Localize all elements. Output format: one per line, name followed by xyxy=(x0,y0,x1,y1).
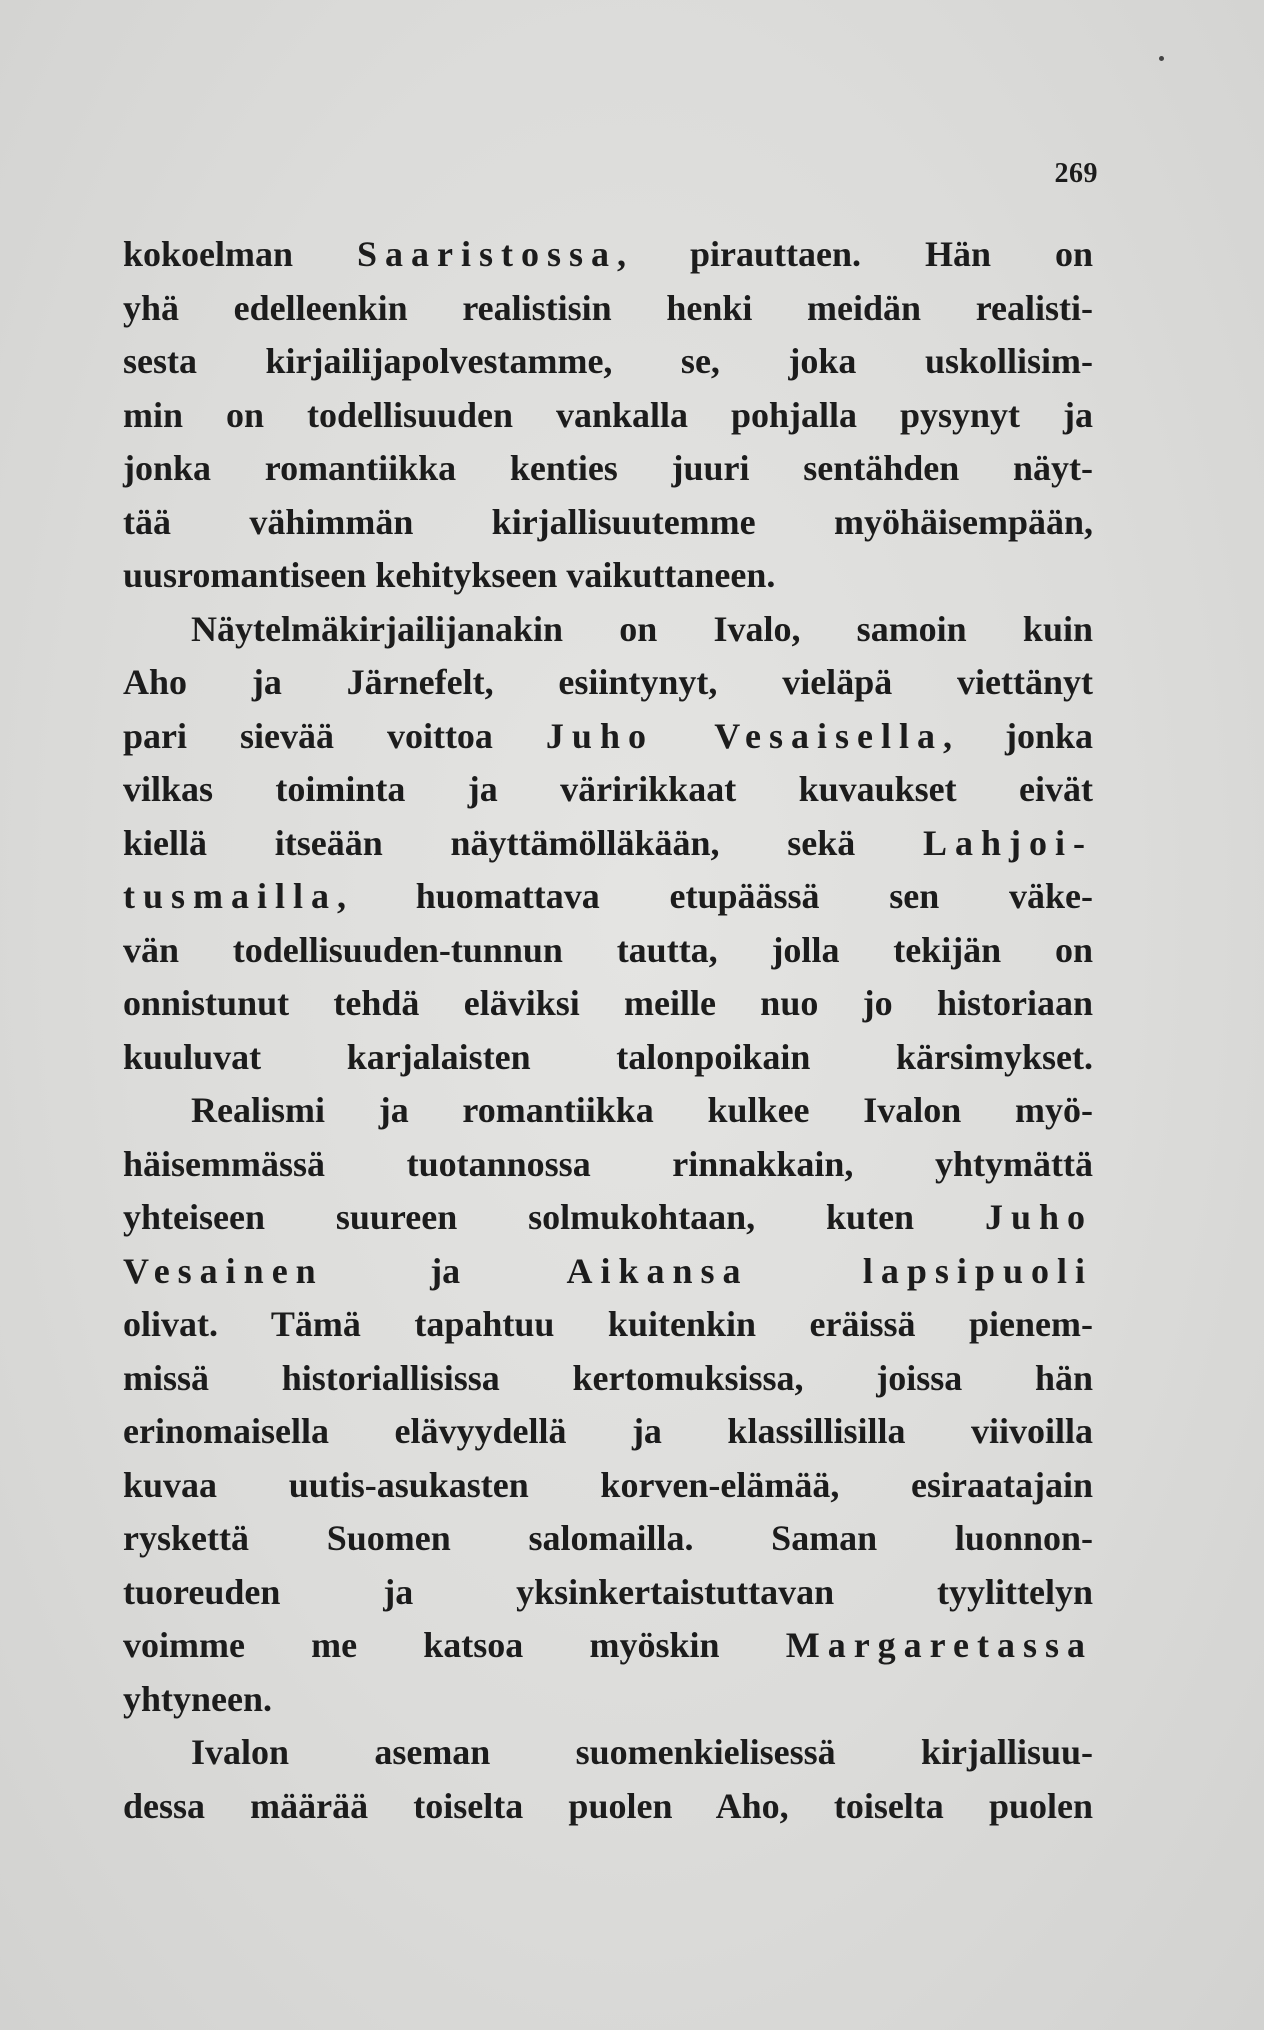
text-line xyxy=(123,549,1093,603)
text-run: ryskettä Suomen salomailla. Saman luonnon- xyxy=(123,1518,1093,1558)
text-run: kuvaa uutis-asukasten korven-elämää, esiraatajain xyxy=(123,1464,1093,1505)
text-line xyxy=(123,389,1093,443)
text-run: yhä edelleenkin realistisin henki meidän realisti- xyxy=(123,287,1093,328)
text-line xyxy=(123,1138,1093,1192)
text-run: Ivalon aseman suomenkielisessä kirjallisuu- xyxy=(191,1732,1093,1772)
text-line xyxy=(123,1352,1093,1406)
text-run: vän todellisuuden-tunnun tautta, jolla tekijän on xyxy=(123,929,1093,970)
spaced-title: Juho xyxy=(984,1197,1093,1237)
text-run: olivat. Tämä tapahtuu kuitenkin eräissä pienem- xyxy=(123,1304,1093,1344)
text-run: dessa määrää toiselta puolen Aho, toiselta puolen xyxy=(123,1785,1093,1826)
text-run: Aho ja Järnefelt, esiintynyt, vieläpä viettänyt xyxy=(123,662,1093,702)
text-run: tuoreuden ja yksinkertaistuttavan tyylittelyn xyxy=(123,1571,1093,1612)
spaced-title: Margaretassa xyxy=(785,1625,1093,1665)
spaced-title: Aikansa lapsipuoli xyxy=(566,1250,1093,1291)
text-run: uusromantiseen kehitykseen vaikuttaneen. xyxy=(123,555,776,595)
text-line xyxy=(123,1245,1093,1299)
text-line xyxy=(123,1673,1093,1727)
text-line xyxy=(123,763,1093,817)
text-line xyxy=(123,924,1093,978)
text-run: yhtyneen. xyxy=(123,1678,273,1719)
text-run: , jonka xyxy=(942,715,1093,756)
text-line xyxy=(123,1619,1093,1673)
text-line xyxy=(123,817,1093,871)
text-run: kiellä itseään näyttämölläkään, sekä xyxy=(123,822,923,863)
text-line xyxy=(123,282,1093,336)
text-run: kuuluvat karjalaisten talonpoikain kärsimykset. xyxy=(123,1036,1093,1077)
text-run: jonka romantiikka kenties juuri sentähden näyt- xyxy=(123,448,1093,488)
text-line xyxy=(123,1566,1093,1620)
text-line xyxy=(123,1298,1093,1352)
text-run: min on todellisuuden vankalla pohjalla pysynyt ja xyxy=(123,394,1093,435)
spaced-title: Lahjoi- xyxy=(922,822,1093,863)
text-line xyxy=(123,442,1093,496)
text-run: onnistunut tehdä eläviksi meille nuo jo historiaan xyxy=(123,983,1093,1023)
text-line xyxy=(123,496,1093,550)
text-run: tää vähimmän kirjallisuutemme myöhäisempään, xyxy=(123,501,1093,542)
text-line xyxy=(123,1459,1093,1513)
text-run: missä historiallisissa kertomuksissa, joissa hän xyxy=(123,1357,1093,1398)
text-run: ja xyxy=(323,1250,567,1291)
text-run: erinomaisella elävyydellä ja klassillisilla viivoilla xyxy=(123,1411,1093,1451)
text-line xyxy=(123,1031,1093,1085)
text-line xyxy=(123,603,1093,657)
text-line xyxy=(123,1191,1093,1245)
spaced-title: tusmailla xyxy=(123,876,338,916)
text-run: , pirauttaen. Hän on xyxy=(617,234,1093,274)
text-line xyxy=(123,710,1093,764)
text-run: yhteiseen suureen solmukohtaan, kuten xyxy=(123,1197,985,1237)
spaced-title: Saaristossa xyxy=(357,234,618,274)
text-run: Näytelmäkirjailijanakin on Ivalo, samoin kuin xyxy=(191,608,1093,649)
body-text xyxy=(123,228,1093,1833)
text-run: pari sievää voittoa xyxy=(123,715,546,756)
text-line xyxy=(123,870,1093,924)
paper-speck xyxy=(1159,56,1164,61)
text-line xyxy=(123,977,1093,1031)
spaced-title: Juho Vesaisella xyxy=(545,715,943,756)
text-line xyxy=(123,228,1093,282)
text-line xyxy=(123,1084,1093,1138)
text-run: , huomattava etupäässä sen väke- xyxy=(337,876,1093,916)
text-run: vilkas toiminta ja väririkkaat kuvaukset eivät xyxy=(123,769,1093,809)
text-line xyxy=(123,1780,1093,1834)
page-number: 269 xyxy=(1054,158,1098,189)
text-line xyxy=(123,656,1093,710)
text-run: kokoelman xyxy=(123,234,358,274)
text-line xyxy=(123,335,1093,389)
text-line xyxy=(123,1512,1093,1566)
text-run: voimme me katsoa myöskin xyxy=(123,1625,786,1665)
text-run: Realismi ja romantiikka kulkee Ivalon myö- xyxy=(191,1090,1093,1130)
spaced-title: Vesainen xyxy=(123,1250,324,1291)
text-run: sesta kirjailijapolvestamme, se, joka uskollisim- xyxy=(123,341,1093,381)
text-line xyxy=(123,1405,1093,1459)
text-run: häisemmässä tuotannossa rinnakkain, yhtymättä xyxy=(123,1143,1093,1184)
text-line xyxy=(123,1726,1093,1780)
